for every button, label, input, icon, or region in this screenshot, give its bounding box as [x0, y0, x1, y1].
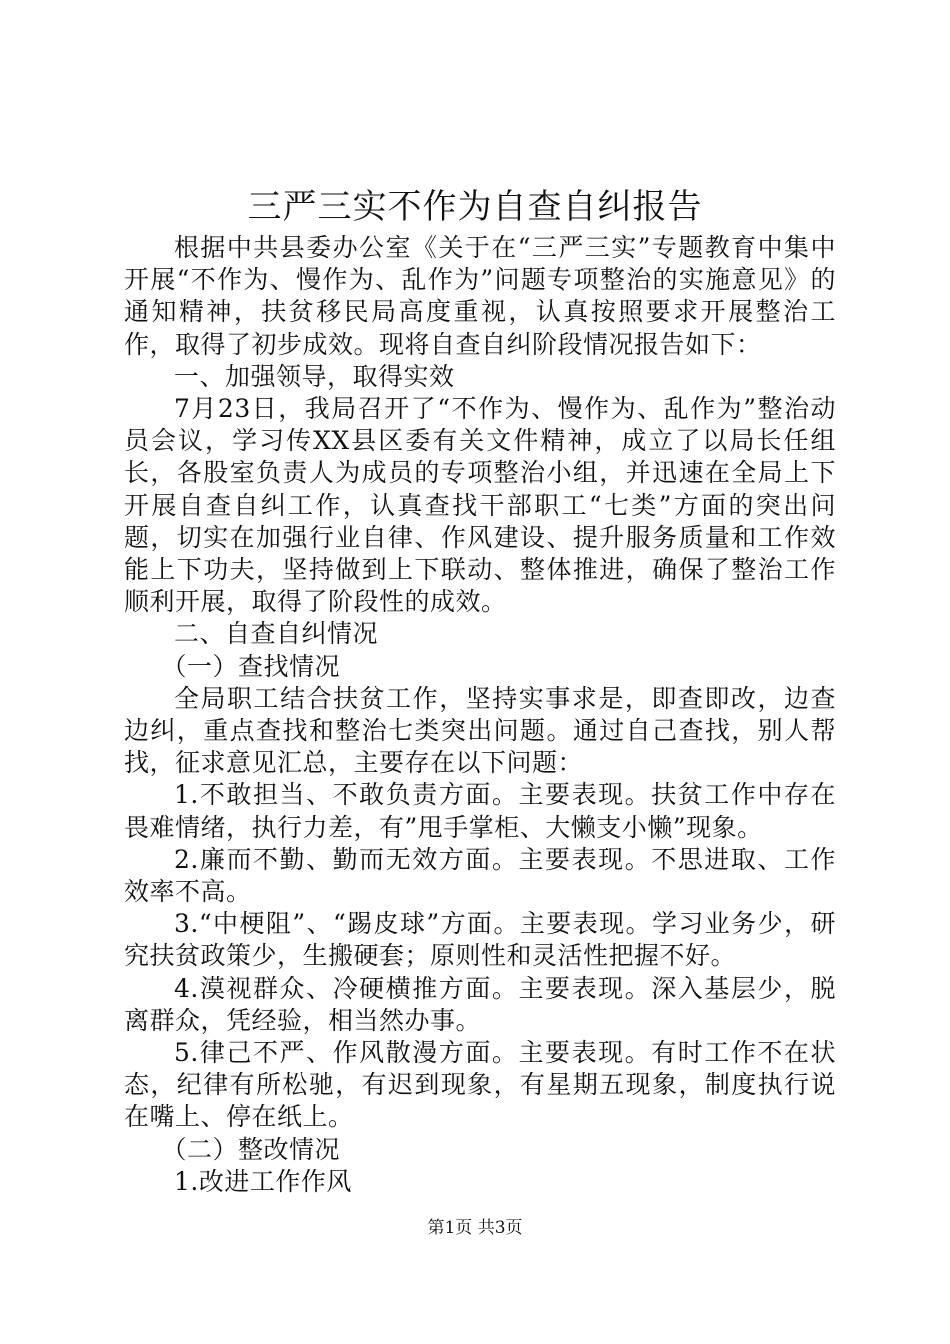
section-heading-1: 一、加强领导，取得实效 — [174, 361, 455, 391]
rectification-item-1: 1.改进工作作风 — [174, 1166, 352, 1196]
subsection-heading-2: （二）整改情况 — [161, 1134, 341, 1164]
problem-item-5: 5.律己不严、作风散漫方面。主要表现。有时工作不在状态，纪律有所松驰，有迟到现象，有星期五现象，制度执行说在嘴上、停在纸上。 — [124, 1038, 836, 1132]
section-heading-2: 二、自查自纠情况 — [174, 619, 379, 649]
problem-item-3: 3.“中梗阻”、“踢皮球”方面。主要表现。学习业务少，研究扶贫政策少，生搬硬套；原则性和灵活性把握不好。 — [124, 909, 836, 971]
document-title: 三严三实不作为自查自纠报告 — [247, 187, 703, 227]
problem-item-1: 1.不敢担当、不敢负责方面。主要表现。扶贫工作中存在畏难情绪，执行力差，有”甩手掌柜、大懒支小懒”现象。 — [124, 780, 836, 842]
section-1-paragraph: 7月23日，我局召开了“不作为、慢作为、乱作为”整治动员会议，学习传XX县区委有关文件精神，成立了以局长任组长，各股室负责人为成员的专项整治小组，并迅速在全局上下开展自查自纠工作，认真查找干部职工“七类”方面的突出问题，切实在加强行业自律、作风建设、提升服务质量和工作效能上下功夫，坚持做到上下联动、整体推进，确保了整治工作顺利开展，取得了阶段性的成效。 — [124, 394, 836, 617]
intro-paragraph: 根据中共县委办公室《关于在“三严三实”专题教育中集中开展“不作为、慢作为、乱作为”问题专项整治的实施意见》的通知精神，扶贫移民局高度重视，认真按照要求开展整治工作，取得了初步成效。现将自查自纠阶段情况报告如下： — [124, 233, 836, 359]
document-body — [124, 232, 836, 1198]
problem-item-2: 2.廉而不勤、勤而无效方面。主要表现。不思进取、工作效率不高。 — [124, 844, 836, 907]
page-footer: 第1页 共3页 — [427, 1218, 523, 1238]
subsection-heading-1: （一）查找情况 — [161, 651, 341, 681]
subsection-1-paragraph: 全局职工结合扶贫工作，坚持实事求是，即查即改，边查边纠，重点查找和整治七类突出问题。通过自己查找，别人帮找，征求意见汇总，主要存在以下问题： — [124, 683, 836, 778]
problem-item-4: 4.漠视群众、冷硬横推方面。主要表现。深入基层少，脱离群众，凭经验，相当然办事。 — [124, 973, 836, 1035]
